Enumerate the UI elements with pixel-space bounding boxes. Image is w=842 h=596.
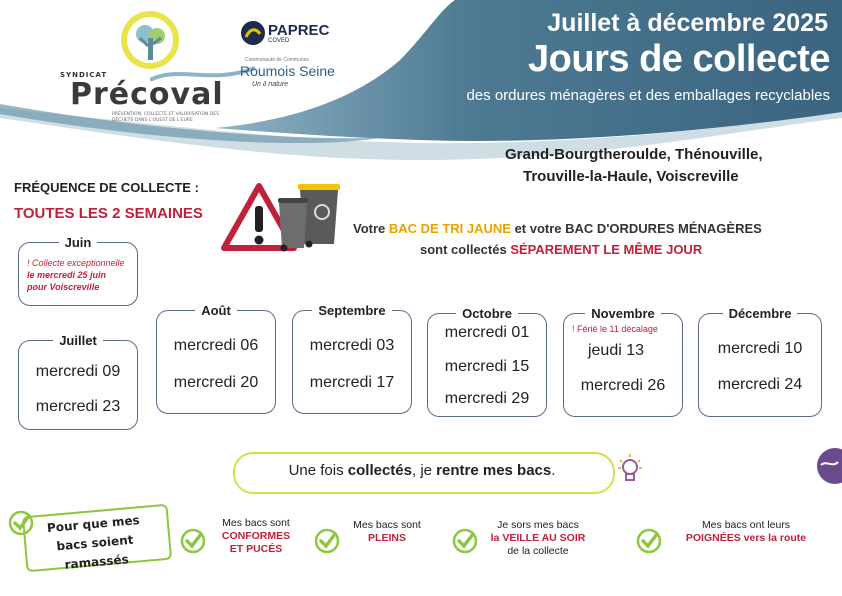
rule-pleins <box>340 519 434 545</box>
header-subtitle: des ordures ménagères et des emballages recyclables <box>466 87 830 104</box>
yellow-bin-label: BAC DE TRI JAUNE <box>388 221 511 236</box>
collection-date: mercredi 09 <box>35 363 121 380</box>
collection-date: mercredi 17 <box>309 374 395 391</box>
collection-date: mercredi 26 <box>580 377 666 394</box>
month-title <box>19 235 137 250</box>
novembre-holiday-note: ! Férié le 11 décalage <box>572 324 658 334</box>
rule-text: Mes bacs sont <box>353 519 421 531</box>
header-title: Jours de collecte <box>528 38 830 80</box>
month-card-septembre <box>292 303 412 414</box>
purple-badge-icon <box>805 448 842 484</box>
paprec-name: PAPREC <box>268 22 330 39</box>
rule-conformes <box>208 517 304 556</box>
month-name-novembre: Novembre <box>585 306 661 321</box>
month-card-decembre <box>698 306 822 417</box>
stamp-text <box>22 509 168 578</box>
month-title <box>157 303 275 318</box>
tip-text <box>233 462 611 479</box>
roumois-community-label: Communauté de Communes <box>245 57 309 63</box>
tip-part: . <box>551 462 556 479</box>
collection-date: mercredi 03 <box>309 337 395 354</box>
month-name-octobre: Octobre <box>456 306 518 321</box>
month-card-novembre <box>563 306 683 417</box>
rule-highlight: CONFORMES <box>221 530 291 542</box>
check-icon <box>180 528 206 554</box>
tip-collectes: collectés <box>347 462 412 479</box>
collection-date: mercredi 20 <box>173 374 259 391</box>
month-title <box>293 303 411 318</box>
bins-text-c: et votre BAC D'ORDURES MÉNAGÈRES <box>510 221 762 236</box>
bins-info-line-2 <box>420 242 702 257</box>
roumois-seine-name: Roumois Seine <box>240 63 335 79</box>
month-name-juillet: Juillet <box>53 333 103 348</box>
month-card-juillet <box>18 333 138 430</box>
month-name-septembre: Septembre <box>312 303 391 318</box>
stamp-line-2: bacs soient ramassés <box>55 532 134 572</box>
month-title <box>699 306 821 321</box>
collection-date: mercredi 06 <box>173 337 259 354</box>
month-card-juin <box>18 235 138 306</box>
month-name-juin: Juin <box>59 235 98 250</box>
rule-text: de la collecte <box>507 545 569 557</box>
collection-date: jeudi 13 <box>587 342 645 359</box>
check-icon <box>314 528 340 554</box>
collection-date: mercredi 23 <box>35 398 121 415</box>
precoval-syndicat-label: SYNDICAT <box>60 71 108 79</box>
frequency-label: FRÉQUENCE DE COLLECTE : <box>14 180 199 195</box>
tip-rentre: rentre mes bacs <box>436 462 552 479</box>
juin-note-2: le mercredi 25 juin <box>27 270 107 280</box>
rule-text: Mes bacs sont <box>222 517 290 529</box>
month-card-octobre <box>427 306 547 417</box>
rule-highlight: POIGNÉES vers la route <box>685 532 807 544</box>
precoval-name: Précoval <box>70 77 224 112</box>
rule-text: Mes bacs ont leurs <box>701 519 791 531</box>
paprec-logo-icon <box>240 20 266 46</box>
coved-name: COVED <box>268 38 290 44</box>
juin-note-1: ! Collecte exceptionnelle <box>27 258 125 268</box>
stamp-line-1: Pour que mes <box>46 513 141 536</box>
rule-text: Je sors mes bacs <box>497 519 579 531</box>
roumois-tagline: Un ∂ nature <box>252 81 289 88</box>
same-day-label: SÉPAREMENT LE MÊME JOUR <box>510 242 703 257</box>
month-title <box>564 306 682 321</box>
collection-date: mercredi 01 <box>444 324 530 341</box>
communes-line-1: Grand-Bourgtheroulde, Thénouville, <box>505 146 763 163</box>
rule-highlight: ET PUCÉS <box>229 543 283 555</box>
bins-info-line-1 <box>353 221 762 236</box>
collection-date: mercredi 15 <box>444 358 530 375</box>
bins-text-a: Votre <box>353 221 389 236</box>
month-name-decembre: Décembre <box>723 306 798 321</box>
collection-date: mercredi 29 <box>444 390 530 407</box>
tip-part: , je <box>411 462 437 479</box>
collection-date: mercredi 10 <box>717 340 803 357</box>
month-name-aout: Août <box>195 303 237 318</box>
month-title <box>19 333 137 348</box>
check-icon <box>452 528 478 554</box>
rule-veille <box>478 519 598 558</box>
collection-date: mercredi 24 <box>717 376 803 393</box>
communes-line-2: Trouville-la-Haule, Voiscreville <box>523 168 739 185</box>
month-card-aout <box>156 303 276 414</box>
frequency-value: TOUTES LES 2 SEMAINES <box>14 205 203 222</box>
header-period: Juillet à décembre 2025 <box>547 9 828 37</box>
precoval-tagline: PRÉVENTION, COLLECTE ET VALORISATION DES DÉCHETS DANS L'OUEST DE L'EURE <box>112 112 220 123</box>
rule-highlight: PLEINS <box>368 532 406 544</box>
lightbulb-icon <box>617 452 643 488</box>
waste-bins-icon <box>274 176 348 252</box>
juin-note-3: pour Voiscreville <box>27 282 100 292</box>
month-title <box>428 306 546 321</box>
rule-poignees <box>662 519 830 545</box>
tip-part: Une fois <box>288 462 348 479</box>
bins-text-d: sont collectés <box>420 242 511 257</box>
rule-highlight: la VEILLE AU SOIR <box>490 532 586 544</box>
check-icon <box>636 528 662 554</box>
